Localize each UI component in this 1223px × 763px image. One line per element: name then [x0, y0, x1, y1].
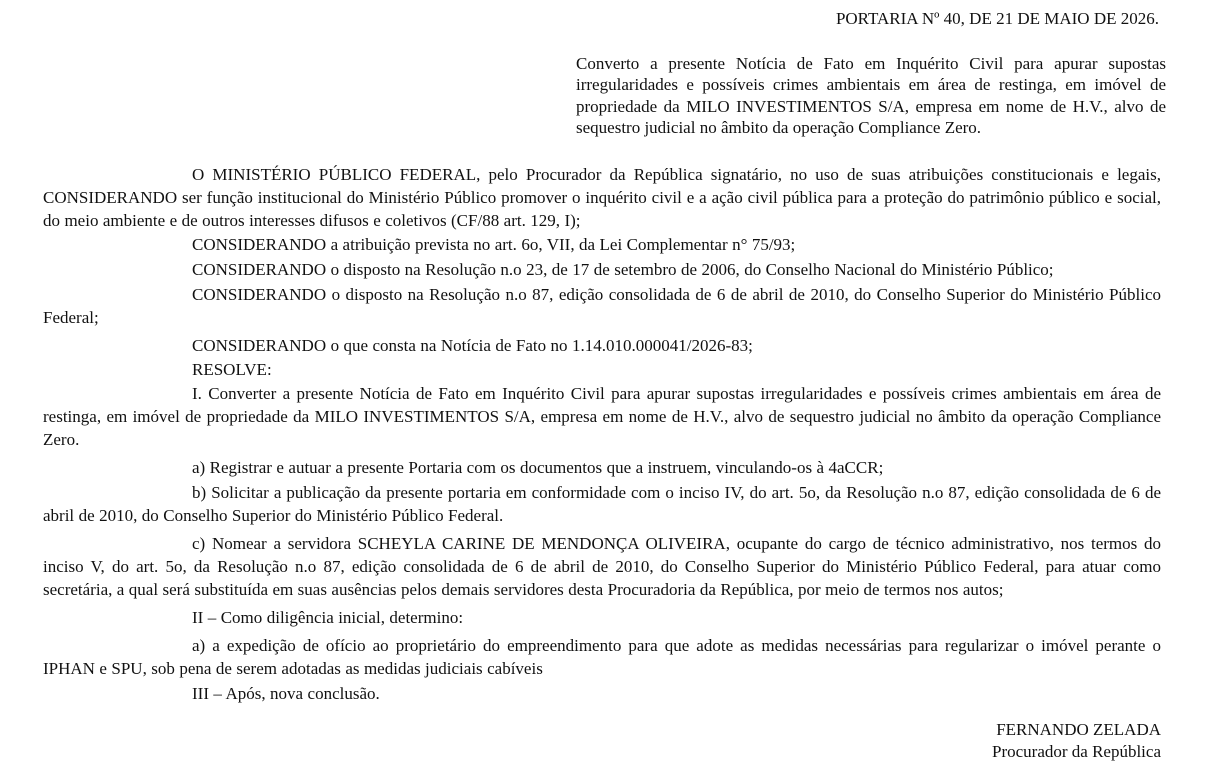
signatory-name: FERNANDO ZELADA — [996, 720, 1161, 739]
ementa-summary: Converto a presente Notícia de Fato em Inquérito Civil para apurar supostas irregularidades e possíveis crimes ambientais em área de restinga, em imóvel de propriedade da MILO INVESTIMENTOS S/A, empresa em nome de H.V., alvo de sequestro judicial no âmbito da operação Compliance Zero. — [576, 54, 1166, 137]
paragraph-item-ii-a: a) a expedição de ofício ao proprietário do empreendimento para que adote as medidas necessárias para regularizar o imóvel perante o IPHAN e SPU, sob pena de serem adotadas as medidas judiciais cabíveis — [43, 636, 1161, 678]
paragraph-item-a-register: a) Registrar e autuar a presente Portaria com os documentos que a instruem, vinculando-os à 4aCCR; — [192, 458, 884, 477]
paragraph-resolve: RESOLVE: — [192, 360, 272, 379]
paragraph-considerando-lc75: CONSIDERANDO a atribuição prevista no art. 6o, VII, da Lei Complementar n° 75/93; — [192, 235, 796, 254]
document-title: PORTARIA Nº 40, DE 21 DE MAIO DE 2026. — [835, 9, 1159, 28]
paragraph-item-c-appoint: c) Nomear a servidora SCHEYLA CARINE DE MENDONÇA OLIVEIRA, ocupante do cargo de técnico administrativo, nos termos do inciso V, do art. 5o, da Resolução n.o 87, edição consolidada de 6 de abril de 2010, do Conselho Superior do Ministério Público Federal, para atuar como secretária, a qual será substituída em suas ausências pelos demais servidores desta Procuradoria da República, por meio de termos nos autos; — [43, 534, 1161, 599]
paragraph-considerando-noticia: CONSIDERANDO o que consta na Notícia de Fato no 1.14.010.000041/2026-83; — [192, 336, 753, 355]
document-body — [43, 163, 1161, 706]
paragraph-considerando-res87: CONSIDERANDO o disposto na Resolução n.o 87, edição consolidada de 6 de abril de 2010, do Conselho Superior do Ministério Público Federal; — [43, 285, 1161, 327]
signature-block — [992, 719, 1161, 763]
paragraph-considerando-res23: CONSIDERANDO o disposto na Resolução n.o 23, de 17 de setembro de 2006, do Conselho Nacional do Ministério Público; — [192, 260, 1054, 279]
paragraph-item-i: I. Converter a presente Notícia de Fato em Inquérito Civil para apurar supostas irregularidades e possíveis crimes ambientais em área de restinga, em imóvel de propriedade da MILO INVESTIMENTOS S/A, empresa em nome de H.V., alvo de sequestro judicial no âmbito da operação Compliance Zero. — [43, 384, 1161, 449]
paragraph-item-iii: III – Após, nova conclusão. — [192, 684, 380, 703]
paragraph-item-ii: II – Como diligência inicial, determino: — [192, 608, 464, 627]
paragraph-preamble: O MINISTÉRIO PÚBLICO FEDERAL, pelo Procurador da República signatário, no uso de suas atribuições constitucionais e legais, CONSIDERANDO ser função institucional do Ministério Público promover o inquérito civil e a ação civil pública para a proteção do patrimônio público e social, do meio ambiente e de outros interesses difusos e coletivos (CF/88 art. 129, I); — [43, 165, 1161, 230]
signatory-role: Procurador da República — [992, 742, 1161, 761]
paragraph-item-b-publish: b) Solicitar a publicação da presente portaria em conformidade com o inciso IV, do art. 5o, da Resolução n.o 87, edição consolidada de 6 de abril de 2010, do Conselho Superior do Ministério Público Federal. — [43, 483, 1161, 525]
